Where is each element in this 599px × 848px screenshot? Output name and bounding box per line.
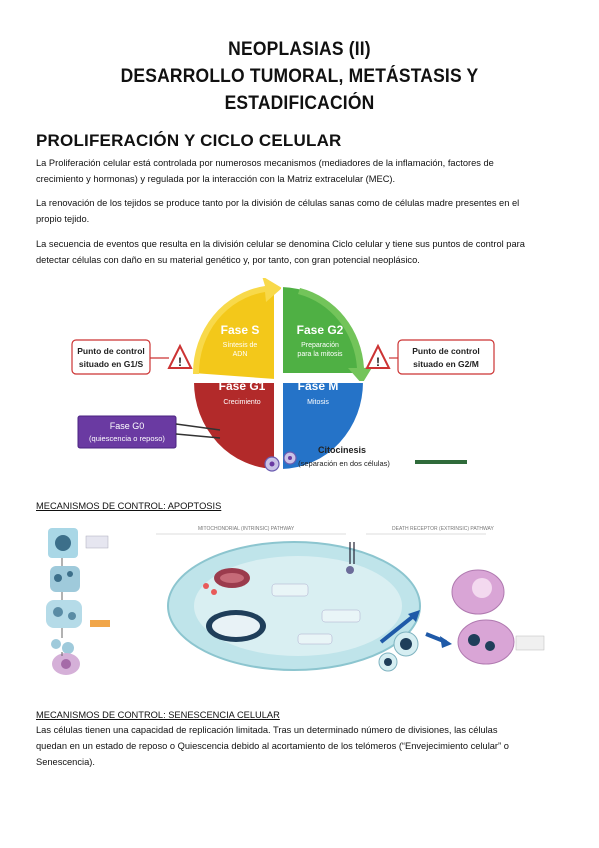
text-line: Las células tienen una capacidad de replicación limitada. Tras un determinado número de divisiones, las células (36, 725, 498, 735)
fig-label-intrinsic: MITOCHONDRIAL (INTRINSIC) PATHWAY (198, 526, 295, 532)
phase-m-label: Fase M (297, 379, 339, 393)
title-line-2: DESARROLLO TUMORAL, METÁSTASIS Y (120, 66, 479, 87)
phase-s-sub-1: Síntesis de (222, 342, 258, 349)
title-line-3: ESTADIFICACIÓN (224, 93, 375, 114)
apoptosis-figure (36, 522, 566, 680)
green-mark (415, 460, 467, 464)
text-line: propio tejido. (36, 214, 90, 224)
paragraph-senescencia (36, 722, 564, 770)
phase-s-label: Fase S (220, 323, 260, 337)
text-line: crecimiento y hormonas) y regulada por la interacción con la Matriz extracelular (MEC). (36, 174, 396, 184)
phase-g1-sub: Crecimiento (223, 399, 261, 406)
phase-g1-quadrant (193, 382, 275, 470)
fig-label-extrinsic: DEATH RECEPTOR (EXTRINSIC) PATHWAY (392, 526, 494, 532)
phase-s-sub-2: ADN (232, 351, 248, 358)
phase-g0-sub: (quiescencia o reposo) (89, 434, 165, 443)
subheading-senescencia: MECANISMOS DE CONTROL: SENESCENCIA CELULAR (36, 710, 280, 720)
text-line: La renovación de los tejidos se produce tanto por la división de células sanas como de células madre presentes en el (36, 198, 520, 208)
text-line: quedan en un estado de reposo o Quiescencia debido al acortamiento de los telómeros (“Envejecimiento celular” o (36, 741, 509, 751)
cell-cycle-diagram (70, 278, 500, 478)
checkpoint-right-line-2: situado en G2/M (413, 359, 479, 369)
paragraph-secuencia (36, 236, 564, 268)
text-line: Senescencia). (36, 757, 95, 767)
citocinesis-sub: (separación en dos células) (298, 459, 390, 468)
subheading-apoptosis: MECANISMOS DE CONTROL: APOPTOSIS (36, 501, 222, 511)
checkpoint-left-line-1: Punto de control (77, 346, 145, 356)
warning-right-mark: ! (376, 355, 380, 369)
text-line: detectar células con daño en su material genético y, por tanto, con gran potencial neoplásico. (36, 255, 420, 265)
warning-left-mark: ! (178, 355, 182, 369)
phase-g0-label: Fase G0 (109, 421, 145, 431)
paragraph-renovacion (36, 195, 564, 227)
paragraph-proliferacion (36, 155, 564, 187)
phase-m-sub: Mitosis (307, 399, 329, 406)
title-line-1: NEOPLASIAS (II) (228, 39, 371, 60)
phase-g2-label: Fase G2 (296, 323, 344, 337)
text-line: La secuencia de eventos que resulta en la división celular se denomina Ciclo celular y tiene sus puntos de control para (36, 239, 525, 249)
citocinesis-label: Citocinesis (317, 445, 367, 455)
phase-g2-sub-2: para la mitosis (297, 351, 343, 358)
checkpoint-left-line-2: situado en G1/S (78, 359, 144, 369)
document-title (0, 36, 599, 117)
section-heading-proliferacion: PROLIFERACIÓN Y CICLO CELULAR (36, 131, 342, 150)
phase-g1-label: Fase G1 (218, 379, 266, 393)
phase-g2-sub-1: Preparación (301, 342, 339, 349)
text-line: La Proliferación celular está controlada por numerosos mecanismos (mediadores de la inflamación, factores de (36, 158, 494, 168)
checkpoint-right-line-1: Punto de control (412, 346, 480, 356)
